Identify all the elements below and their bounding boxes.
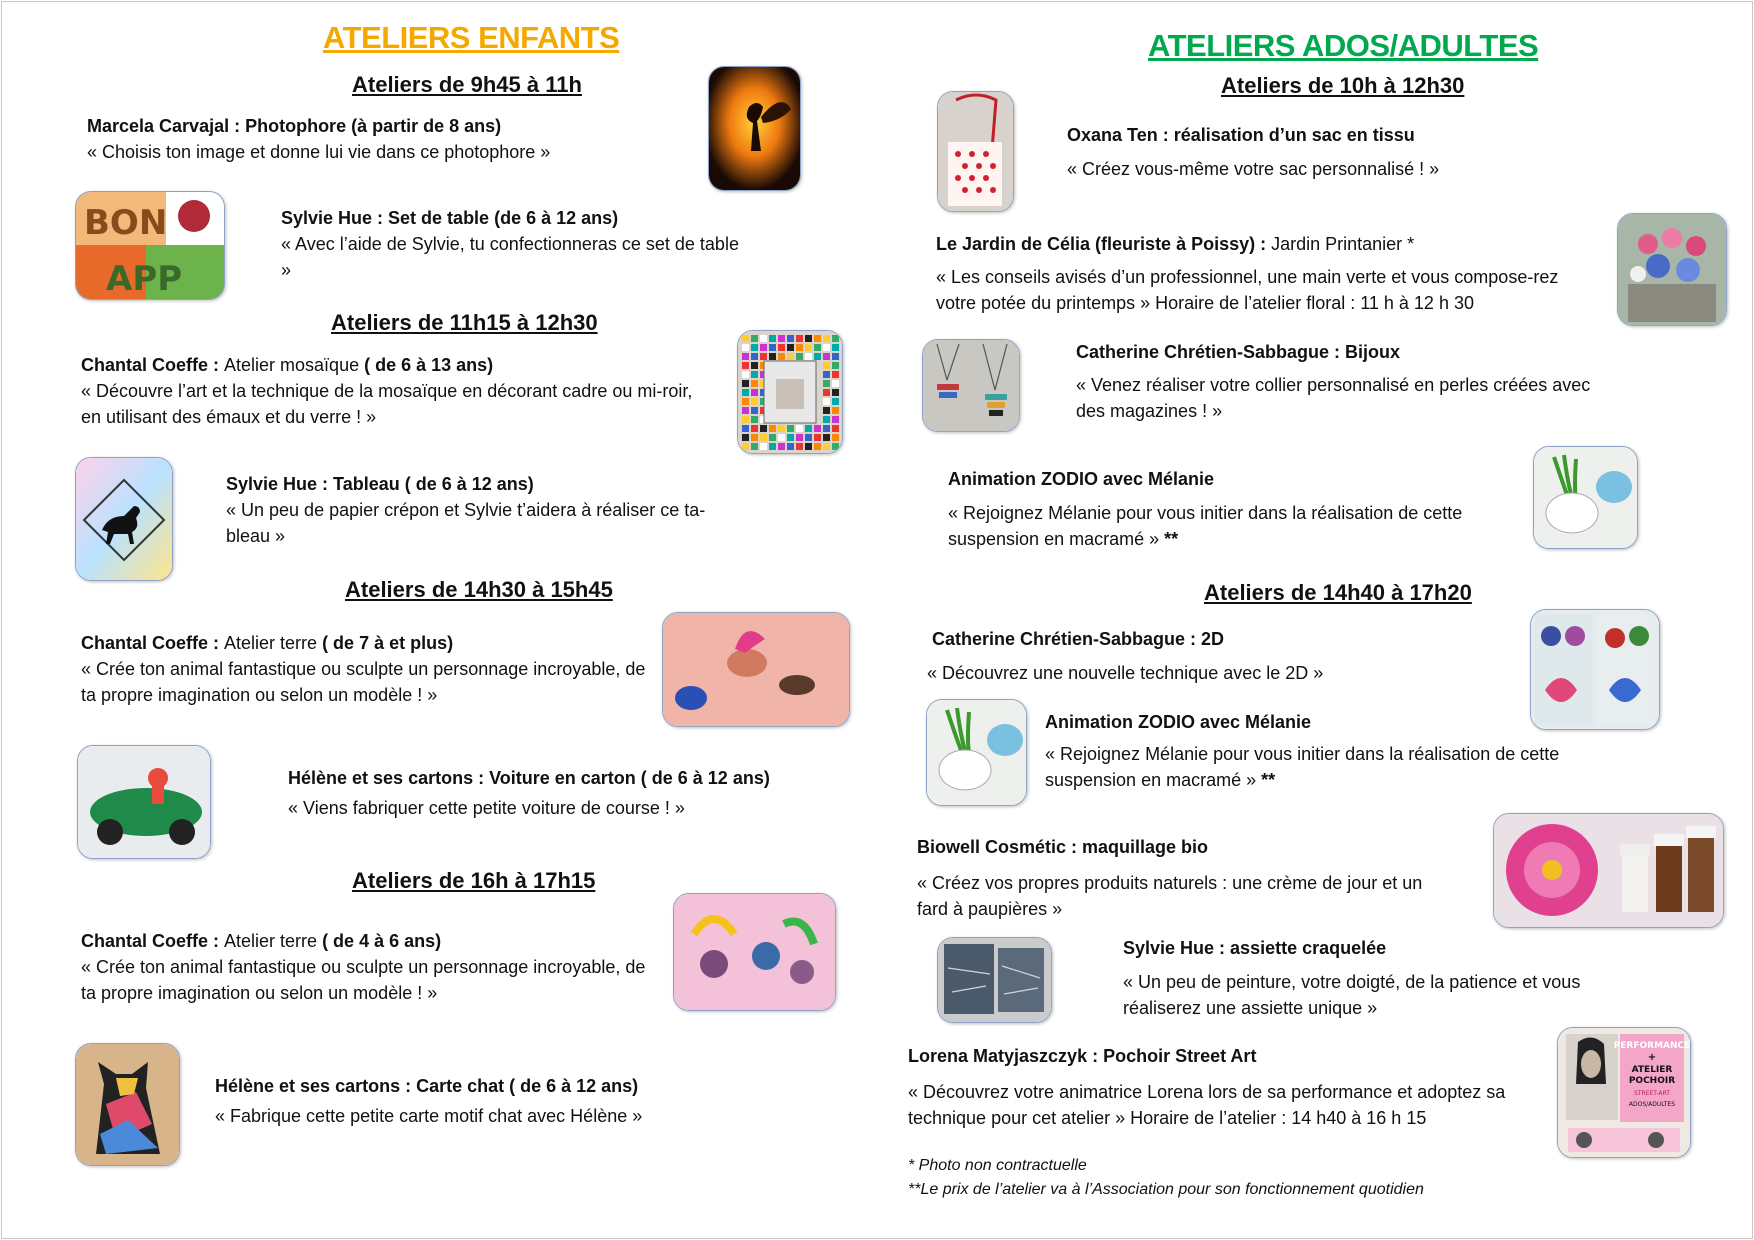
mosaic-tile: [832, 353, 839, 360]
cat-card-photo: [75, 1043, 180, 1166]
adultes-entry-bijoux: [1076, 339, 1596, 424]
enfants-entry-mosaique: [81, 352, 711, 430]
mosaic-tile: [769, 353, 776, 360]
mosaic-tile: [805, 344, 812, 351]
enfants-entry-terre-4: [81, 928, 661, 1006]
mosaic-tile: [832, 416, 839, 423]
mosaic-tile: [805, 434, 812, 441]
mosaic-tile: [751, 416, 758, 423]
mosaic-tile: [742, 443, 749, 450]
mosaic-tile: [751, 398, 758, 405]
mosaic-tile: [823, 434, 830, 441]
mosaic-tile: [751, 434, 758, 441]
mosaic-tile: [787, 353, 794, 360]
entry-heading: Marcela Carvajal : Photophore (à partir de 8 ans): [87, 116, 502, 136]
entry-description: « Venez réaliser votre collier personnalisé en perles créées avec des magazines ! »: [1076, 375, 1591, 421]
bon-app-placemat-photo: [75, 191, 225, 300]
mosaic-tile: [742, 353, 749, 360]
enfants-entry-set-de-table: [281, 205, 741, 283]
macrame-plant-photo-1: [1533, 446, 1638, 549]
macrame-plant-photo-2: [926, 699, 1027, 806]
enfants-session-3-title: Ateliers de 14h30 à 15h45: [345, 577, 613, 602]
entry-heading: Lorena Matyjaszczyk : Pochoir Street Art: [908, 1046, 1257, 1066]
mosaic-tile: [742, 362, 749, 369]
adultes-entry-2d: [927, 626, 1392, 686]
necklaces-photo: [922, 339, 1020, 432]
mosaic-tile: [778, 344, 785, 351]
entry-heading: Catherine Chrétien-Sabbague : Bijoux: [1076, 342, 1401, 362]
mosaic-tile: [769, 425, 776, 432]
entry-description: « Un peu de papier crépon et Sylvie t’aidera à réaliser ce ta-bleau »: [226, 500, 706, 546]
poster-text-pochoir: POCHOIR: [1628, 1076, 1676, 1086]
enfants-entry-tableau: [226, 471, 746, 549]
mosaic-tile: [796, 353, 803, 360]
enfants-session-2-title: Ateliers de 11h15 à 12h30: [331, 310, 598, 335]
mosaic-mirror-photo: [737, 330, 843, 454]
entry-heading: Catherine Chrétien-Sabbague : 2D: [932, 629, 1225, 649]
mosaic-tile: [832, 344, 839, 351]
entry-description: « Découvrez une nouvelle technique avec le 2D »: [927, 663, 1324, 683]
polka-dot-bag-photo: [937, 91, 1014, 212]
mosaic-tile: [742, 335, 749, 342]
entry-heading: Le Jardin de Célia (fleuriste à Poissy) : Jardin Printanier *: [936, 234, 1415, 254]
mosaic-tile: [832, 425, 839, 432]
poster-text-performance: PERFORMANCE: [1613, 1041, 1690, 1051]
mosaic-tile: [814, 425, 821, 432]
mosaic-tile: [832, 434, 839, 441]
mosaic-tile: [823, 371, 830, 378]
mosaic-tile: [760, 344, 767, 351]
svg-text:APP: APP: [106, 259, 183, 299]
mosaic-tile: [823, 344, 830, 351]
mosaic-tile: [805, 353, 812, 360]
mosaic-tile: [832, 398, 839, 405]
mosaic-tile: [787, 425, 794, 432]
mosaic-tile: [832, 371, 839, 378]
mosaic-tile: [796, 434, 803, 441]
clay-birds-photo: [662, 612, 850, 727]
mosaic-tile: [769, 434, 776, 441]
mosaic-tile: [751, 362, 758, 369]
mosaic-tile: [796, 335, 803, 342]
mosaic-tile: [778, 425, 785, 432]
mosaic-tile: [769, 335, 776, 342]
mosaic-tile: [823, 389, 830, 396]
entry-description: « Les conseils avisés d’un professionnel, une main verte et vous compose-rez votre potée du printemps » Horaire de l’atelier floral : 11 h à 12 h 30: [936, 267, 1559, 313]
adultes-title: ATELIERS ADOS/ADULTES: [1148, 28, 1539, 63]
footnote-price: **Le prix de l’atelier va à l’Association pour son fonctionnement quotidien: [908, 1181, 1424, 1198]
mosaic-tile: [742, 416, 749, 423]
enfants-entry-terre-7: [81, 630, 661, 708]
mosaic-tile: [805, 425, 812, 432]
entry-description: « Avec l’aide de Sylvie, tu confectionneras ce set de table »: [281, 234, 739, 280]
entry-heading: Hélène et ses cartons : Voiture en carton ( de 6 à 12 ans): [288, 768, 770, 788]
entry-description: « Rejoignez Mélanie pour vous initier dans la réalisation de cette suspension en macramé » **: [1045, 744, 1560, 790]
enfants-entry-voiture: [288, 765, 808, 821]
mosaic-tile: [742, 344, 749, 351]
spring-flowers-photo: [1617, 213, 1727, 326]
mosaic-tile: [760, 353, 767, 360]
mosaic-tile: [751, 344, 758, 351]
mosaic-tile: [814, 344, 821, 351]
mosaic-tile: [742, 398, 749, 405]
adultes-entry-zodio-1: [948, 466, 1488, 552]
photophore-fairy-photo: [708, 66, 801, 191]
adultes-entry-pochoir: [908, 1043, 1528, 1131]
entry-heading: Sylvie Hue : assiette craquelée: [1123, 938, 1387, 958]
mosaic-tile: [796, 344, 803, 351]
mosaic-tile: [832, 389, 839, 396]
adultes-session-1-title: Ateliers de 10h à 12h30: [1221, 73, 1465, 98]
svg-text:BON: BON: [84, 203, 168, 243]
poster-text-street-art: STREET-ART: [1634, 1090, 1670, 1097]
mosaic-tile: [751, 380, 758, 387]
mosaic-tile: [742, 434, 749, 441]
mosaic-tile: [787, 335, 794, 342]
cardboard-car-photo: [77, 745, 211, 859]
mosaic-tile: [751, 407, 758, 414]
mosaic-tile: [760, 443, 767, 450]
mosaic-tile: [742, 407, 749, 414]
entry-heading: Chantal Coeffe : Atelier terre ( de 7 à et plus): [81, 633, 454, 653]
entry-heading: Sylvie Hue : Set de table (de 6 à 12 ans): [281, 208, 619, 228]
adultes-entry-jardin: [936, 231, 1576, 316]
mosaic-tile: [778, 434, 785, 441]
entry-description: « Rejoignez Mélanie pour vous initier dans la réalisation de cette suspension en macramé » **: [948, 503, 1463, 549]
entry-heading: Animation ZODIO avec Mélanie: [1045, 712, 1312, 732]
entry-heading: Hélène et ses cartons : Carte chat ( de 6 à 12 ans): [215, 1076, 639, 1096]
mosaic-tile: [814, 353, 821, 360]
mosaic-tile: [778, 353, 785, 360]
adultes-session-2-title: Ateliers de 14h40 à 17h20: [1204, 580, 1472, 605]
entry-heading: Biowell Cosmétic : maquillage bio: [917, 837, 1209, 857]
enfants-title: ATELIERS ENFANTS: [323, 20, 620, 55]
mosaic-tile: [814, 443, 821, 450]
mosaic-tile: [814, 335, 821, 342]
enfants-session-4-title: Ateliers de 16h à 17h15: [352, 868, 596, 893]
mosaic-tile: [787, 344, 794, 351]
mosaic-tile: [787, 434, 794, 441]
horse-tableau-photo: [75, 457, 173, 581]
entry-heading: Oxana Ten : réalisation d’un sac en tissu: [1067, 125, 1415, 145]
mosaic-tile: [796, 425, 803, 432]
mosaic-tile: [823, 416, 830, 423]
mosaic-tile: [823, 398, 830, 405]
poster-text-ados-adultes: ADOS/ADULTES: [1628, 1101, 1676, 1108]
entry-description: « Viens fabriquer cette petite voiture de course ! »: [288, 798, 685, 818]
mosaic-tile: [778, 335, 785, 342]
entry-heading: Chantal Coeffe : Atelier terre ( de 4 à 6 ans): [81, 931, 442, 951]
mosaic-tile: [823, 425, 830, 432]
entry-description: « Un peu de peinture, votre doigté, de la patience et vous réaliserez une assiette unique »: [1123, 972, 1581, 1018]
entry-heading: Animation ZODIO avec Mélanie: [948, 469, 1215, 489]
mosaic-tile: [814, 434, 821, 441]
mosaic-tile: [823, 443, 830, 450]
adultes-entry-sac: [1067, 122, 1507, 182]
mosaic-tile: [751, 335, 758, 342]
mosaic-tile: [742, 425, 749, 432]
mosaic-tile: [778, 443, 785, 450]
entry-description: « Créez vos propres produits naturels : une crème de jour et un fard à paupières »: [917, 873, 1423, 919]
enfants-entry-carte-chat: [215, 1073, 735, 1129]
mosaic-tile: [751, 353, 758, 360]
entry-description: « Choisis ton image et donne lui vie dans ce photophore »: [87, 142, 551, 162]
footnote-photo: * Photo non contractuelle: [908, 1157, 1087, 1174]
entry-description: « Découvre l’art et la technique de la mosaïque en décorant cadre ou mi-roir, en utilisant des émaux et du verre ! »: [81, 381, 693, 427]
enfants-session-1-title: Ateliers de 9h45 à 11h: [352, 72, 582, 97]
mosaic-tile: [832, 335, 839, 342]
entry-description: « Découvrez votre animatrice Lorena lors de sa performance et adoptez sa technique pour cet atelier » Horaire de l’atelier : 14 h40 à 16 h 15: [908, 1082, 1506, 1128]
entry-description: « Crée ton animal fantastique ou sculpte un personnage incroyable, de ta propre imagination ou selon un modèle ! »: [81, 659, 646, 705]
mosaic-tile: [751, 443, 758, 450]
mosaic-tile: [823, 407, 830, 414]
entry-heading: Sylvie Hue : Tableau ( de 6 à 12 ans): [226, 474, 534, 494]
mosaic-tile: [805, 443, 812, 450]
mosaic-tile: [805, 335, 812, 342]
mosaic-tile: [751, 389, 758, 396]
adultes-entry-biowell: [917, 834, 1457, 922]
mosaic-tile: [823, 362, 830, 369]
mosaic-tile: [760, 335, 767, 342]
enfants-entry-photophore: [87, 113, 667, 165]
mosaic-tile: [769, 344, 776, 351]
mosaic-tile: [796, 443, 803, 450]
mosaic-tile: [823, 353, 830, 360]
mosaic-tile: [742, 371, 749, 378]
entry-description: « Créez vous-même votre sac personnalisé ! »: [1067, 159, 1440, 179]
mosaic-tile: [742, 389, 749, 396]
poster-text-atelier: ATELIER: [1631, 1065, 1673, 1075]
mosaic-tile: [832, 407, 839, 414]
mosaic-tile: [832, 362, 839, 369]
cosmetics-flower-photo: [1493, 813, 1724, 928]
mosaic-tile: [787, 443, 794, 450]
mosaic-tile: [823, 335, 830, 342]
entry-description: « Fabrique cette petite carte motif chat avec Hélène »: [215, 1106, 643, 1126]
mosaic-tile: [832, 380, 839, 387]
mosaic-tile: [742, 380, 749, 387]
crackled-plate-photo: [937, 937, 1052, 1023]
adultes-entry-assiette: [1123, 935, 1643, 1021]
mosaic-tile: [832, 443, 839, 450]
mosaic-tile: [751, 371, 758, 378]
street-art-poster-photo: [1557, 1027, 1691, 1158]
clay-feather-birds-photo: [673, 893, 836, 1011]
mosaic-tile: [760, 434, 767, 441]
entry-description: « Crée ton animal fantastique ou sculpte un personnage incroyable, de ta propre imagination ou selon un modèle ! »: [81, 957, 646, 1003]
mosaic-tile: [769, 443, 776, 450]
mosaic-tile: [751, 425, 758, 432]
mosaic-tile: [760, 425, 767, 432]
entry-heading: Chantal Coeffe : Atelier mosaïque ( de 6 à 13 ans): [81, 355, 494, 375]
mosaic-tile: [823, 380, 830, 387]
poster-text-plus: +: [1647, 1052, 1657, 1063]
owls-butterflies-2d-photo: [1530, 609, 1660, 730]
